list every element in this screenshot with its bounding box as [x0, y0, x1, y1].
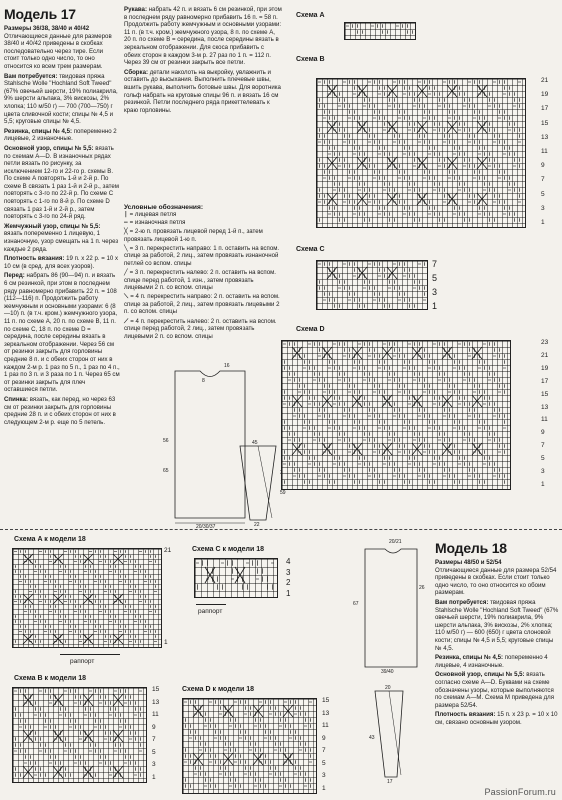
legend-item-cross-2: ╳ = 2-ю п. провязать лицевой перед 1-й п., затем провязать лицевой 1-ю п. [124, 228, 263, 243]
m18-dim-width: 39/40 [381, 669, 394, 675]
m18-dim-cuff: 17 [387, 779, 393, 785]
scheme-a-17-grid [344, 22, 416, 40]
model17-back: Спинка: вязать, как перед, но через 63 см от резинки закрыть для горловины средние 28 п. и с обеих сторон от них в следующем 2-м р. еще по 5 петель. [4, 395, 116, 426]
row-number: 3 [541, 468, 545, 476]
legend-item-cross-3-left: ╱ = 3 п. перекрестить налево: 2 п. оставить на вспом. спице перед работой, 1 изн., затем провязать лицевыми 2 п. со вспом. спицы [124, 269, 276, 292]
scheme-d-18-title: Схема D к модели 18 [182, 686, 255, 693]
legend-item-knit: | = лицевая петля [124, 211, 177, 219]
model17-intro: Отличающиеся данные для размеров 38/40 и 40/42 приведены в скобках последовательно через тире. Если стоит только одно число, то оно относится ко всем трем размерам. [4, 32, 112, 70]
scheme-a-18 [4, 536, 182, 666]
legend-item-purl: — = изнаночная петля [124, 218, 186, 226]
row-number: 19 [541, 91, 549, 99]
row-number: 11 [322, 722, 329, 730]
purl-symbol-icon: — [124, 218, 128, 226]
legend-title: Условные обозначения: [124, 204, 204, 211]
row-number: 3 [322, 772, 326, 780]
scheme-d-17-grid [281, 340, 511, 490]
row-number: 15 [541, 390, 549, 398]
row-number: 17 [541, 105, 549, 113]
scheme-c-18-marks [195, 559, 277, 597]
model17-sleeves: Рукава: набрать 42 п. и вязать 6 см резинкой, при этом в последнем ряду равномерно прибавить 16 п. = 58 п. Продолжить работу жемчужным и основными узорами: 11 п. (в т.ч. кром.) жемчужного узора, 8 п. по схеме A, 20 п. по схеме B = середина, после середины вязать в зеркальном отображении. Для скоса прибавить с обеих сторон в каждом 3-м р. 27 раз по 1 п. = 112 п. Через 39 см от резинки закрыть все петли. [124, 6, 282, 67]
cross-3-left-symbol-icon: ╱ [124, 269, 128, 277]
row-number: 3 [286, 567, 291, 577]
row-number: 3 [152, 761, 156, 769]
scheme-d-18 [182, 686, 352, 796]
row-number: 15 [541, 119, 549, 127]
scheme-d-18-row-numbers [322, 698, 338, 794]
row-number: 1 [286, 589, 291, 598]
row-number: 7 [432, 259, 438, 269]
scheme-b-17-grid [316, 78, 526, 228]
legend-item-cross-4-left: ⟋ = 4 п. перекрестить налево: 2 п. оставить на вспом. спице перед работой, 2 лиц., затем провязать лицевыми 2 п. со вспом. спицы [124, 317, 277, 340]
row-number: 5 [541, 455, 545, 463]
row-number: 1 [541, 481, 545, 488]
scheme-c-18-grid [194, 558, 278, 598]
scheme-b-17-title: Схема B [296, 56, 325, 63]
scheme-a-18-row-numbers [164, 548, 180, 648]
legend-item-cross-3-right: ╲ = 3 п. перекрестить направо: 1 п. оставить на вспом. спице за работой, 2 лиц., затем провязать изнаночной петлей со вспом. спицы [124, 245, 280, 267]
row-number: 3 [432, 287, 438, 297]
row-number: 11 [541, 416, 548, 424]
model17-gauge: Плотность вязания: 19 п. x 22 р. = 10 x 10 см (в сред. для всех узоров). [4, 255, 119, 270]
row-number: 2 [286, 578, 291, 588]
m18-dim-sleeve-top: 20 [385, 685, 391, 691]
row-number: 15 [152, 686, 160, 693]
cross-2-symbol-icon: ╳ [124, 228, 128, 236]
stitch-marks-icon [317, 79, 525, 227]
scheme-c-18-rapport: раппорт [198, 608, 223, 615]
model18-rib: Резинка, спицы № 4,5: попеременно 4 лицевые, 4 изнаночные. [435, 654, 548, 669]
scheme-a-17-marks [345, 23, 415, 39]
row-number: 13 [322, 709, 330, 717]
row-number: 9 [322, 734, 326, 742]
model17-rib: Резинка, спицы № 4,5: попеременно 2 лицевые, 2 изнаночные. [4, 127, 117, 143]
row-number: 7 [322, 747, 326, 755]
scheme-c-17-row-numbers [432, 260, 450, 310]
row-number: 1 [541, 219, 545, 226]
row-number: 7 [541, 176, 545, 184]
symbols-legend [124, 204, 282, 340]
row-number: 7 [152, 736, 156, 744]
scheme-b-17-marks [317, 79, 525, 227]
model18-intro: Отличающиеся данные для размера 52/54 приведены в скобках. Если стоит только одно число, то оно относится ко обоим размерам. [435, 566, 557, 597]
model17-front: Перед: набрать 86 (90—94) п. и вязать 6 см резинкой, при этом в последнем ряду равномерно прибавить 22 п. = 108 (112—116) п. Продолжить работу жемчужным и основными узорами: 6 (8—10) п. (в т.ч. кром.) жемчужного узора, 11 п. по схеме A, 20 п. по схеме B, 11 п. по схеме C, 18 п. по схеме D = середина, после середины вязать в зеркальном отображении. Через 56 см от резинки закрыть для горловины средние 8 п. и с обеих сторон от них в каждом 2-м р. 1 раз по 5 п., 1 раз по 4 п., 1 раз по 3 п. и 3 раза по 1 п. Через 65 см от резинки закрыть для плеч оставшиеся петли. [4, 272, 120, 394]
model18-materials: Вам потребуется: твидовая пряжа Stahlsche Wolle "Hochland Soft Tweed" (67% овечьей шерсти, 19% полиакрила, 9% шерсти альпака, 3% вискозы, 2% хлопка; 110 м/50 г) — 600 (650) г цвета слоновой кости; спицы № 4,5 и 5,5; круговые спицы № 4,5. [435, 598, 559, 652]
stitch-marks-icon [317, 261, 427, 309]
front-dim-width: 20/30/37 [196, 524, 216, 530]
scheme-b-17 [296, 56, 561, 236]
model17-column-2 [124, 6, 282, 114]
row-number: 5 [322, 759, 326, 767]
row-number: 5 [432, 273, 438, 283]
model17-pearl-pattern: Жемчужный узор, спицы № 5,5: вязать попеременно 1 лицевую, 1 изнаночную, узор смещать на 1 п. через каждые 2 ряда. [4, 222, 119, 253]
scheme-d-17-marks [282, 341, 510, 489]
front-dim-total: 65 [163, 468, 169, 474]
scheme-c-18-rapport-bracket [196, 604, 226, 605]
scheme-d-17-title: Схема D [296, 326, 325, 333]
scheme-d-18-marks [183, 699, 316, 793]
m18-dim-armhole: 26 [419, 585, 425, 591]
model17-column-1 [4, 6, 120, 426]
row-number: 5 [541, 190, 545, 198]
sleeve-dim-cuff: 22 [254, 522, 260, 528]
scheme-b-18 [4, 675, 179, 790]
model-divider [0, 529, 562, 530]
scheme-b-18-title: Схема B к модели 18 [14, 675, 87, 682]
model18-title: Модель 18 [435, 540, 507, 556]
row-number: 9 [541, 162, 545, 170]
scheme-c-17-marks [317, 261, 427, 309]
row-number: 1 [164, 639, 168, 646]
row-number: 5 [152, 748, 156, 756]
stitch-marks-icon [195, 559, 277, 597]
model18-column [435, 540, 559, 726]
row-number: 15 [322, 697, 330, 704]
row-number: 21 [541, 77, 549, 84]
stitch-marks-icon [282, 341, 510, 489]
row-number: 4 [286, 557, 291, 566]
row-number: 1 [152, 774, 156, 781]
model18-main-pattern: Основной узор, спицы № 5,5: вязать согласно схеме A—D. Буквами на схеме обозначены узоры, которые выполняются по схемам A—M. Схема M приведена для размера 52/54. [435, 671, 555, 709]
model17-main-pattern: Основной узор, спицы № 5,5: вязать по схемам A—D. В изнаночных рядах петли вязать по рисунку, за исключением 12-го и 22-го р. схемы B. По схеме A повторять 1-й и 2-й р. По схеме B связать 1 раз 1-й и 2-й р., затем повторять с 3-го по 22-й р. По схеме C повторять с 1-го по 8-й р. По схеме D связать 1 раз 1-й и 2-й р., затем повторять с 3-го по 24-й ряд. [4, 144, 119, 221]
row-number: 9 [541, 429, 545, 437]
row-number: 21 [541, 351, 549, 359]
model17-assembly: Сборка: детали наколоть на выкройку, увлажнить и оставить до высыхания. Выполнить плечевые швы, вшить рукава, выполнить ботовые швы. Для воротника гольф набрать на круговые спицы 96 п. и вязать 16 см резинкой. Петли последнего ряда прикеттелевать к краю горловины. [124, 68, 281, 114]
row-number: 17 [541, 377, 549, 385]
scheme-b-18-marks [13, 688, 146, 782]
row-number: 9 [152, 723, 156, 731]
stitch-marks-icon [345, 23, 415, 39]
scheme-a-18-rapport-bracket [60, 654, 120, 655]
m18-dim-length: 67 [353, 601, 359, 607]
row-number: 11 [541, 148, 548, 155]
stitch-marks-icon [13, 688, 146, 782]
model17-sizes: Размеры 36/38, 38/40 и 40/42 [4, 25, 90, 32]
scheme-c-18-row-numbers [286, 558, 300, 598]
m18-dim-sleeve-length: 43 [369, 735, 375, 741]
knit-symbol-icon: | [124, 211, 128, 219]
scheme-c-18 [192, 546, 312, 636]
scheme-b-18-grid [12, 687, 147, 783]
row-number: 7 [541, 442, 545, 450]
scheme-c-18-title: Схема C к модели 18 [192, 546, 265, 553]
model18-gauge: Плотность вязания: 15 п. x 23 р. = 10 x 10 см, связано основным узором. [435, 711, 558, 726]
row-number: 23 [541, 339, 549, 346]
scheme-a-17-title: Схема A [296, 12, 325, 19]
row-number: 21 [164, 547, 172, 554]
scheme-d-18-grid [182, 698, 317, 794]
row-number: 13 [541, 403, 549, 411]
scheme-b-17-row-numbers [541, 78, 559, 228]
scheme-c-17-grid [316, 260, 428, 310]
scheme-d-17 [296, 326, 561, 506]
model17-title: Модель 17 [4, 6, 76, 22]
scheme-c-17 [296, 246, 561, 326]
scheme-a-18-marks [13, 549, 161, 647]
cross-3-right-symbol-icon: ╲ [124, 245, 128, 253]
scheme-a-18-rapport: раппорт [70, 658, 95, 665]
front-dim-neck: 16 [224, 363, 230, 369]
cross-4-left-symbol-icon: ⟋ [124, 317, 129, 325]
front-dim-length: 56 [163, 438, 169, 444]
row-number: 11 [152, 711, 159, 719]
scheme-a-18-grid [12, 548, 162, 648]
sleeve-dim-top: 45 [252, 440, 258, 446]
row-number: 3 [541, 204, 545, 212]
scheme-d-17-row-numbers [541, 340, 559, 490]
m18-dim-neck: 20/21 [389, 539, 402, 545]
stitch-marks-icon [13, 549, 161, 647]
scheme-c-17-title: Схема C [296, 246, 325, 253]
sleeve-dim-length: 59 [280, 490, 286, 496]
row-number: 13 [152, 698, 160, 706]
model18-sketch [345, 539, 435, 795]
front-dim-depth: 8 [202, 378, 205, 384]
scheme-a-18-title: Схема A к модели 18 [14, 536, 86, 543]
legend-item-cross-4-right: ⟍ = 4 п. перекрестить направо: 2 п. оставить на вспом. спице за работой, 2 лиц., затем провязать лицевыми 2 п. со вспом. спицы [124, 293, 280, 316]
row-number: 19 [541, 364, 549, 372]
scheme-a-17 [296, 12, 516, 52]
stitch-marks-icon [183, 699, 316, 793]
cross-4-right-symbol-icon: ⟍ [124, 293, 129, 301]
row-number: 1 [322, 785, 326, 792]
row-number: 13 [541, 133, 549, 141]
row-number: 1 [432, 301, 438, 311]
scheme-b-18-row-numbers [152, 687, 168, 783]
model18-sizes: Размеры 48/50 и 52/54 [435, 559, 502, 566]
site-watermark: PassionForum.ru [484, 787, 556, 797]
model17-materials: Вам потребуется: твидовая пряжа Stahlsche Wolle "Hochland Soft Tweed" (67% овечьей шерсти, 19% полиакрила, 9% шерсти альпака, 3% вискозы, 2% хлопка; 110 м/50 г) — 700 (700—750) г цвета сливочной кости; спицы № 4,5 и 5,5; круговые спицы № 4,5. [4, 72, 118, 126]
